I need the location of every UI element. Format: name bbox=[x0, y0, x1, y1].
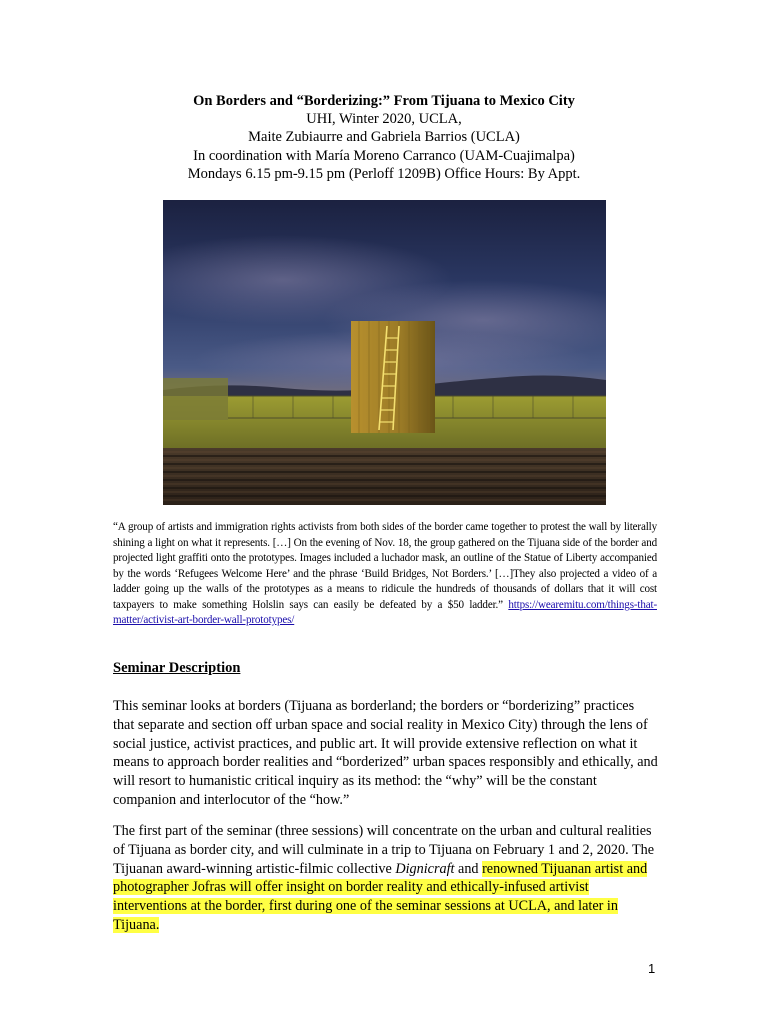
paragraph-2-text: The first part of the seminar (three sessions) will concentrate on the urban and cultural realities of Tijuana as border city, and will culminate in a trip to Tijuana on February 1 and 2, 2020. The Tijuanan award-winning artistic-filmic collective bbox=[113, 823, 655, 877]
seminar-paragraph-1: This seminar looks at borders (Tijuana as borderland; the borders or “borderizing” practices that separate and section off urban space and social reality in Mexico City) through the lens of social justice, activist practices, and public art. It will provide extensive reflection on what it means to approach border realities and “borderized” urban spaces responsibly and ethically, and will resort to humanistic critical inquiry as its method: the “why” will be the constant companion and interlocutor of the “how.” bbox=[113, 698, 658, 808]
coordination-note: In coordination with María Moreno Carranco (UAM-Cuajimalpa) bbox=[193, 147, 575, 164]
course-term: UHI, Winter 2020, UCLA, bbox=[306, 111, 462, 128]
paragraph-2-connector: and bbox=[454, 860, 483, 877]
document-header bbox=[0, 92, 768, 183]
schedule: Mondays 6.15 pm-9.15 pm (Perloff 1209B) Office Hours: By Appt. bbox=[187, 165, 581, 182]
photo-caption bbox=[113, 520, 657, 629]
seminar-paragraph-2 bbox=[113, 822, 658, 935]
document-title: On Borders and “Borderizing:” From Tijuana to Mexico City bbox=[193, 93, 575, 109]
caption-quote: “A group of artists and immigration rights activists from both sides of the border came together to protest the wall by literally shining a light on what it represents. […] On the evening of Nov. 18, the group gathered on the Tijuana side of the border and projected light graffiti onto the prototypes. Images included a luchador mask, an outline of the Statue of Liberty accompanied by the words ‘Refugees Welcome Here’ and the phrase ‘Build Bridges, Not Borders.’ […]They also projected a video of a ladder going up the walls of the prototypes as a means to ridicule the hundreds of thousands of dollars that it will cost taxpayers to make something Holslin says can easily be defeated by a $50 ladder.” bbox=[113, 521, 657, 611]
border-wall-prototype-photo bbox=[163, 200, 606, 505]
page-number: 1 bbox=[648, 961, 656, 976]
caption-link[interactable]: https://wearemitu.com/things-that-matter/activist-art-border-wall-prototypes/ bbox=[113, 598, 657, 626]
section-heading: Seminar Description bbox=[113, 660, 241, 676]
instructors: Maite Zubiaurre and Gabriela Barrios (UCLA) bbox=[248, 129, 520, 146]
highlighted-text: renowned Tijuanan artist and photographer Jofras will offer insight on border reality and ethically-infused artivist interventions at the border, first during one of the seminar sessions at UCLA, and later in Tijuana. bbox=[113, 860, 648, 933]
collective-name: Dignicraft bbox=[395, 860, 455, 877]
